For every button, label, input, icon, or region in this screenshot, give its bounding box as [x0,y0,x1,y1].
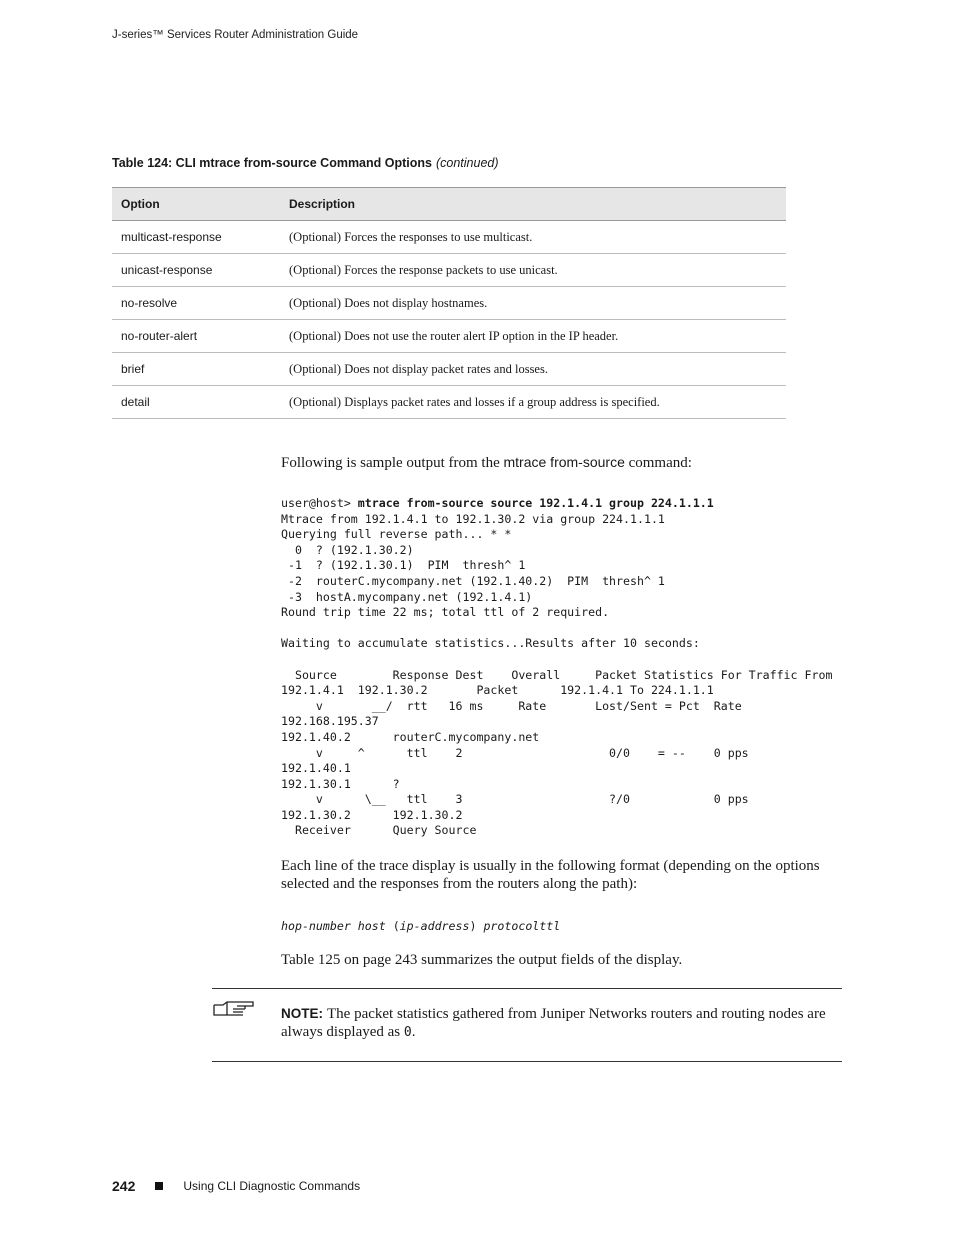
note-text: The packet statistics gathered from Juniper Networks routers and routing nodes are always displayed as [281,1006,826,1040]
intro-command: mtrace from-source [503,454,625,470]
cli-prompt: user@host> [281,496,358,510]
sample-output-code [281,496,832,839]
cli-command: mtrace from-source source 192.1.4.1 group 224.1.1.1 [357,496,714,510]
table-header-row [112,188,786,221]
description-cell: (Optional) Does not display packet rates and losses. [280,353,786,386]
note-end: . [411,1024,416,1040]
cli-output: Mtrace from 192.1.4.1 to 192.1.30.2 via group 224.1.1.1 Querying full reverse path... * * 0 ? (192.1.30.2) -1 ? (192.1.30.1) PIM thresh^ 1 -2 routerC.mycompany.net (192.1.40.2) PIM thresh^ 1 -3 hostA.mycompany.net (192.1.4.1) Round trip time 22 ms; total ttl of 2 required. Waiting to accumulate statistics...Results after 10 seconds: Source Response Dest Overall Packet Statistics For Traffic From 192.1.4.1 192.1.30.2 Packet 192.1.4.1 To 224.1.1.1 v __/ rtt 16 ms Rate Lost/Sent = Pct Rate 192.168.195.37 192.1.40.2 routerC.mycompany.net v ^ ttl 2 0/0 = -- 0 pps 192.1.40.1 192.1.30.1 ? v \__ ttl 3 ?/0 0 pps 192.1.30.2 192.1.30.2 Receiver Query Source [281,511,833,838]
note-block [281,1005,841,1042]
page-number: 242 [112,1178,136,1194]
format-part2: protocolttl [476,919,561,933]
description-cell: (Optional) Does not use the router alert IP option in the IP header. [280,320,786,353]
table-caption [112,156,499,170]
intro-text-after: command: [624,455,692,471]
running-header: J-series™ Services Router Administration Guide [112,29,359,41]
table-caption-suffix: (continued) [435,156,499,170]
options-table [112,187,786,419]
table-row [112,254,786,287]
column-header-description: Description [280,188,786,221]
option-cell: no-router-alert [112,320,280,353]
footer-square-bullet [155,1182,163,1190]
description-cell: (Optional) Forces the response packets to use unicast. [280,254,786,287]
description-cell: (Optional) Forces the responses to use multicast. [280,221,786,254]
format-open-paren: ( [392,919,400,933]
note-value: 0 [403,1025,412,1040]
table-caption-title: Table 124: CLI mtrace from-source Command Options [112,156,432,170]
page-footer [112,1178,360,1194]
option-cell: detail [112,386,280,419]
column-header-option: Option [112,188,280,221]
table-row [112,221,786,254]
intro-paragraph [281,453,841,472]
note-label: NOTE: [281,1006,323,1021]
table-row [112,353,786,386]
option-cell: unicast-response [112,254,280,287]
summary-paragraph: Table 125 on page 243 summarizes the output fields of the display. [281,952,683,968]
option-cell: multicast-response [112,221,280,254]
note-bottom-rule [212,1061,842,1062]
description-cell: (Optional) Displays packet rates and losses if a group address is specified. [280,386,786,419]
description-cell: (Optional) Does not display hostnames. [280,287,786,320]
pointing-hand-icon [213,999,255,1019]
format-syntax [281,919,560,933]
option-cell: no-resolve [112,287,280,320]
table-row [112,287,786,320]
table-row [112,386,786,419]
table-row [112,320,786,353]
format-part1: hop-number host [281,919,393,933]
option-cell: brief [112,353,280,386]
footer-section: Using CLI Diagnostic Commands [183,1179,361,1193]
note-top-rule [212,988,842,989]
intro-text-before: Following is sample output from the [281,455,504,471]
format-close-paren: ) [469,919,477,933]
format-ip: ip-address [399,919,470,933]
format-paragraph: Each line of the trace display is usually in the following format (depending on the options selected and the responses from the routers along the path): [281,858,820,892]
